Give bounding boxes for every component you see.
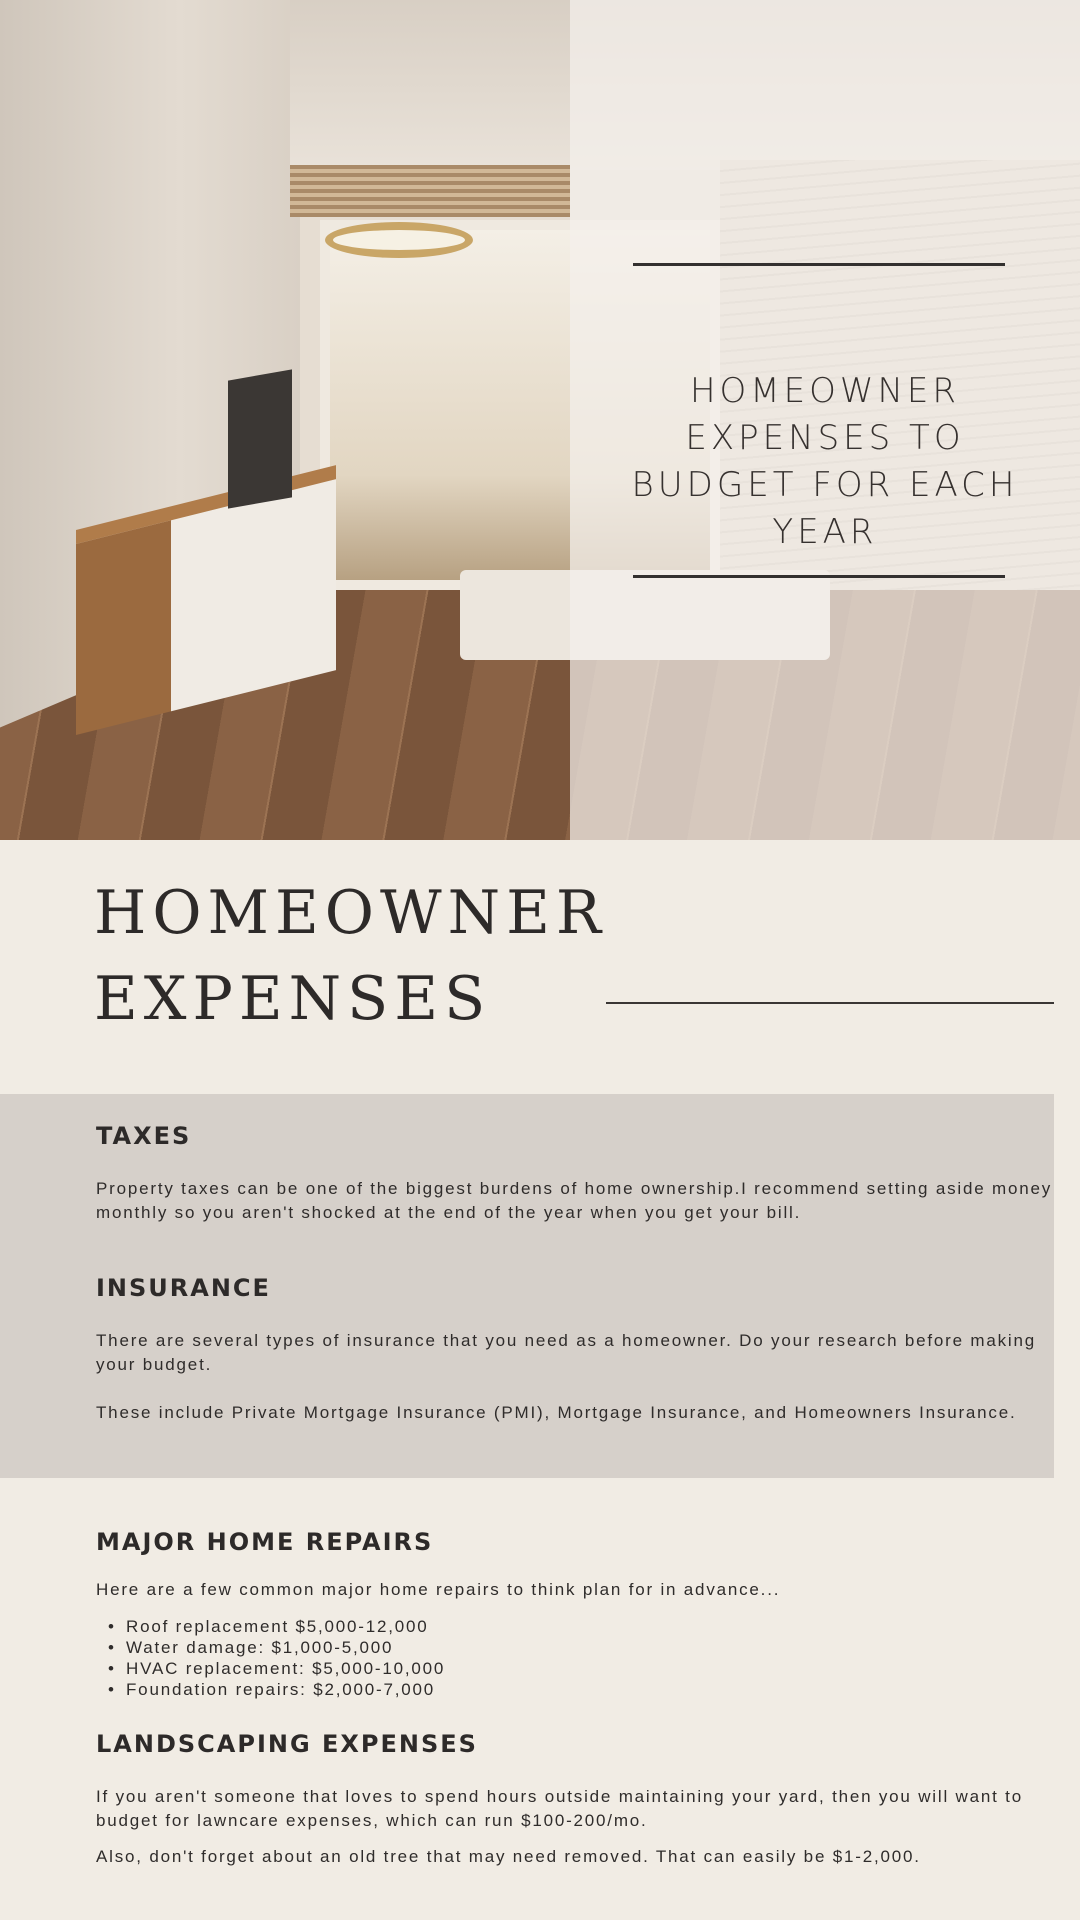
repairs-section [96, 1528, 1056, 1700]
taxes-body: Property taxes can be one of the biggest burdens of home ownership.I recommend setting aside money monthly so you aren't shocked at the end of the year when you get your bill. [96, 1179, 1053, 1222]
taxes-section [96, 1122, 1056, 1225]
tv [228, 369, 292, 508]
landscaping-body-2: Also, don't forget about an old tree that may need removed. That can easily be $1-2,000. [96, 1847, 921, 1866]
main-title-line1: HOMEOWNER [94, 878, 608, 948]
repairs-list [96, 1616, 1056, 1700]
insurance-body-2: These include Private Mortgage Insurance (PMI), Mortgage Insurance, and Homeowners Insurance. [96, 1403, 1017, 1422]
wood-slats [290, 165, 570, 217]
landscaping-heading: LANDSCAPING EXPENSES [96, 1730, 478, 1758]
hero-top-line [633, 263, 1005, 266]
list-item: • Roof replacement $5,000-12,000 [96, 1616, 1056, 1637]
insurance-body-1: There are several types of insurance that you need as a homeowner. Do your research before making your budget. [96, 1331, 1037, 1374]
list-item: • Water damage: $1,000-5,000 [96, 1637, 1056, 1658]
main-title-line2: EXPENSES [94, 964, 492, 1034]
pendant-lamp [325, 222, 473, 258]
insurance-heading: INSURANCE [96, 1274, 271, 1302]
title-divider [606, 1002, 1054, 1004]
landscaping-body-1: If you aren't someone that loves to spend hours outside maintaining your yard, then you will want to budget for lawncare expenses, which can run $100-200/mo. [96, 1787, 1023, 1830]
repairs-intro: Here are a few common major home repairs to think plan for in advance... [96, 1580, 781, 1599]
list-item: • HVAC replacement: $5,000-10,000 [96, 1658, 1056, 1679]
main-title [94, 870, 607, 1042]
hero-bottom-line [633, 575, 1005, 578]
landscaping-section [96, 1730, 1056, 1869]
hero-photo [0, 0, 1080, 840]
repairs-heading: MAJOR HOME REPAIRS [96, 1528, 434, 1556]
insurance-section [96, 1274, 1056, 1425]
taxes-heading: TAXES [96, 1122, 192, 1150]
hero-title: HOMEOWNER EXPENSES TO BUDGET FOR EACH YEAR [631, 371, 1019, 552]
list-item: • Foundation repairs: $2,000-7,000 [96, 1679, 1056, 1700]
